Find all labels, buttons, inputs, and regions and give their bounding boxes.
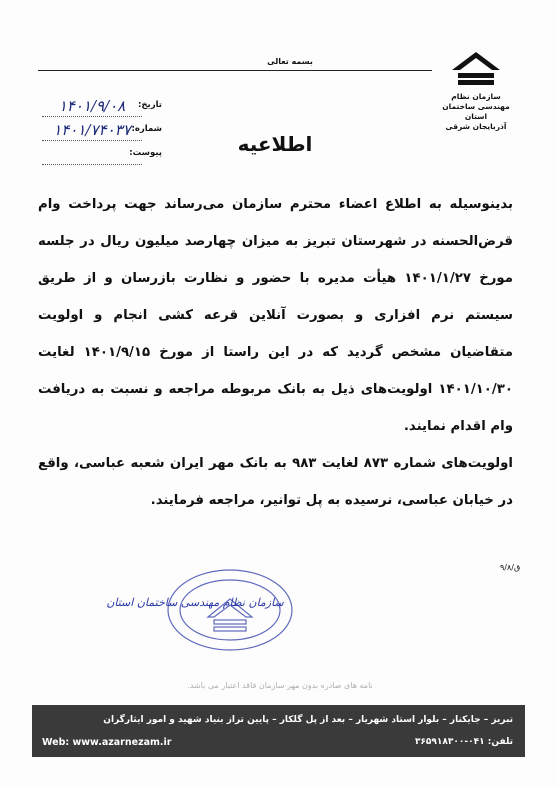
stamp-text: سازمان نظام مهندسی ساختمان استان: [106, 596, 284, 609]
number-label: شماره:: [131, 124, 162, 134]
attachment-label: پیوست:: [129, 148, 162, 158]
organization-logo: [435, 48, 517, 132]
organization-name-line1: سازمان نظام مهندسی ساختمان استان: [442, 92, 510, 121]
number-row: [42, 120, 162, 144]
organization-name-line2: آذربایجان شرقی: [445, 122, 507, 131]
organization-stamp-icon: [160, 565, 300, 655]
date-row: [42, 96, 162, 120]
footer-web: [42, 737, 171, 748]
letter-meta: [42, 96, 162, 168]
page-note: ق/۹/۸: [500, 563, 521, 572]
date-value: ۱۴۰۱/۹/۰۸: [42, 96, 142, 117]
footer-address: تبریز – جایکنار – بلوار استاد شهریار – بعد از پل گلکار – پایین تراز بنیاد شهید و امور ایثارگران: [103, 715, 513, 725]
page-title: اطلاعیه: [237, 132, 313, 156]
tel-label: تلفن:: [487, 737, 513, 747]
footer-tel: [415, 737, 513, 747]
date-label: تاریخ:: [138, 100, 162, 110]
attachment-row: [42, 144, 162, 168]
body-paragraph-2: اولویت‌های شماره ۸۷۳ لغایت ۹۸۳ به بانک مهر ایران شعبه عباسی، واقع در خیابان عباسی، نرسیده به پل توانیر، مراجعه فرمایند.: [38, 456, 513, 508]
organization-name: [435, 92, 517, 132]
footer: [32, 705, 525, 757]
web-url[interactable]: www.azarnezam.ir: [72, 737, 172, 748]
letter-body: [38, 186, 513, 519]
body-paragraph-1: بدینوسیله به اطلاع اعضاء محترم سازمان می‌رساند جهت پرداخت وام قرض‌الحسنه در شهرستان تبریز به میزان چهارصد میلیون ریال در جلسه مورخ ۱۴۰۱/۱/۲۷ هیأت مدیره با حضور و نظارت بازرسان و از طریق سیستم نرم افزاری و بصورت آنلاین قرعه کشی انجام و اولویت متقاضیان مشخص گردید که در این راستا از مورخ ۱۴۰۱/۹/۱۵ لغایت ۱۴۰۱/۱۰/۳۰ اولویت‌های ذیل به بانک مربوطه مراجعه و نسبت به دریافت وام اقدام نمایند.: [38, 197, 513, 434]
disclaimer: نامه های صادره بدون مهر سازمان فاقد اعتبار می باشد.: [187, 681, 373, 690]
number-value: ۱۴۰۱/۷۴۰۳۷: [42, 120, 142, 141]
bismillah: بسمه تعالی: [267, 57, 313, 66]
header-divider: [38, 70, 432, 71]
building-logo-icon: [448, 48, 504, 88]
tel-value: ۰۴۱-۳۶۵۹۱۸۳۰۰: [414, 737, 485, 747]
web-label: Web:: [42, 737, 70, 748]
attachment-value: [42, 144, 142, 165]
